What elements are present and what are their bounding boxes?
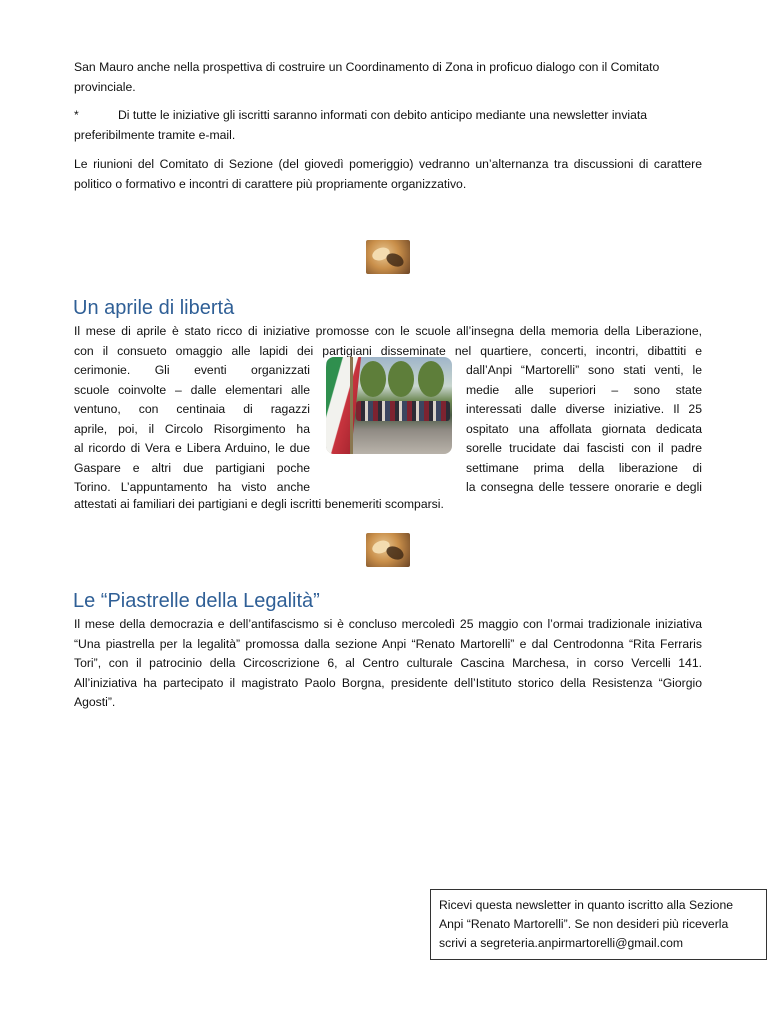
intro-bullet-paragraph bbox=[74, 106, 702, 145]
section1-closing-line: attestati ai familiari dei partigiani e degli iscritti benemeriti scomparsi. bbox=[74, 497, 444, 511]
text-line: Torino. L’appuntamento ha visto anche bbox=[74, 480, 310, 494]
notice-line: Anpi “Renato Martorelli”. Se non desideri più riceverla bbox=[439, 917, 729, 931]
bullet-mark: * bbox=[74, 108, 79, 122]
divider-image bbox=[366, 240, 410, 274]
section1-right-column bbox=[466, 361, 702, 498]
text-line: la consegna delle tessere onorarie e degli bbox=[466, 480, 702, 494]
text-line: al ricordo di Vera e Libera Arduino, le due bbox=[74, 441, 310, 455]
text-line: con il consueto omaggio alle lapidi dei partigiani disseminate nel quartiere, concerti, incontri, dibattiti e bbox=[74, 343, 702, 358]
text-line: cerimonie. Gli eventi organizzati bbox=[74, 363, 310, 377]
section1-left-column bbox=[74, 361, 310, 498]
notice-line: Ricevi questa newsletter in quanto iscritto alla Sezione bbox=[439, 898, 734, 912]
text-line: settimane prima della liberazione di bbox=[466, 460, 702, 475]
bullet-text: Di tutte le iniziative gli iscritti saranno informati con debito anticipo mediante una newsletter inviata preferibilmente tramite e-mail. bbox=[74, 108, 648, 142]
text-line: dall’Anpi “Martorelli” sono stati venti, le bbox=[466, 363, 702, 377]
intro-paragraph-1: San Mauro anche nella prospettiva di costruire un Coordinamento di Zona in proficuo dialogo con il Comitato provinciale. bbox=[74, 60, 660, 94]
text-line: scuole coinvolte – dalle elementari alle bbox=[74, 382, 310, 397]
notice-email-line[interactable]: scrivi a segreteria.anpirmartorelli@gmail.com bbox=[439, 936, 684, 950]
divider-image bbox=[366, 533, 410, 567]
section-title-piastrelle: Le “Piastrelle della Legalità” bbox=[73, 590, 320, 612]
text-line: ventuno, con centinaia di ragazzi bbox=[74, 402, 310, 416]
newsletter-notice-box bbox=[430, 889, 767, 960]
text-line: aprile, poi, il Circolo Risorgimento ha bbox=[74, 421, 310, 436]
section1-top-text bbox=[74, 322, 702, 361]
intro-paragraph-3: Le riunioni del Comitato di Sezione (del giovedì pomeriggio) vedranno un’alternanza tra discussioni di carattere politico o formativo e incontri di carattere più propriamente organizzativo. bbox=[74, 157, 702, 191]
event-photo bbox=[326, 357, 452, 454]
text-line: medie alle superiori – sono state bbox=[466, 382, 702, 397]
section2-body: Il mese della democrazia e dell’antifascismo si è concluso mercoledì 25 maggio con l’ormai tradizionale iniziativa “Una piastrella per la legalità” promossa dalla sezione Anpi “Renato Martorelli” e dal Centrodonna “Rita Ferraris Tori”, con il patrocinio della Circoscrizione 6, al Centro culturale Cascina Marchesa, in corso Vercelli 141. All’iniziativa ha partecipato il magistrato Paolo Borgna, presidente dell’Istituto storico della Resistenza “Giorgio Agosti”. bbox=[74, 617, 702, 709]
text-line: Gaspare e altri due partigiani poche bbox=[74, 460, 310, 475]
text-line: Il mese di aprile è stato ricco di iniziative promosse con le scuole all’insegna della memoria della Liberazione, bbox=[74, 324, 702, 338]
section-title-aprile: Un aprile di libertà bbox=[73, 297, 235, 319]
text-line: sorelle trucidate dai fascisti con il padre bbox=[466, 441, 702, 455]
text-line: interessati dalle diverse iniziative. Il 25 bbox=[466, 402, 702, 416]
text-line: ospitato una affollata giornata dedicata bbox=[466, 421, 702, 436]
